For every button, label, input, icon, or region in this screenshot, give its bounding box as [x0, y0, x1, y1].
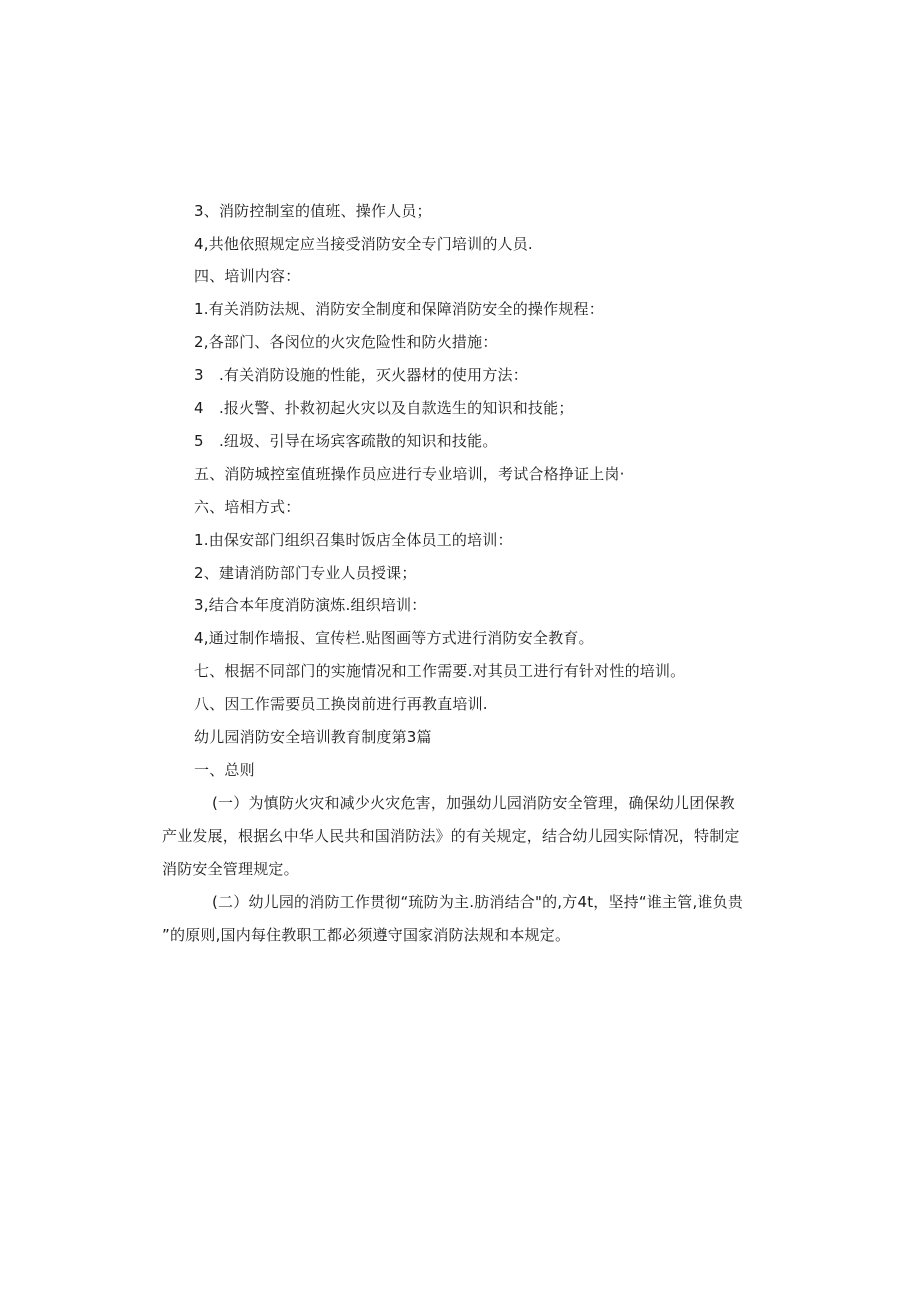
text-line: 3,结合本年度消防演炼.组织培训： [194, 596, 427, 614]
text-line: 3 .有关消防设施的性能，灭火器材的使用方法： [194, 366, 528, 384]
section-heading: 六、培相方式： [194, 498, 301, 516]
text-line: 3、消防控制室的值班、操作人员； [194, 202, 432, 220]
text-line: 5 .纽圾、引导在场宾客疏散的知识和技能。 [194, 432, 498, 450]
paragraph-line: (一）为慎防火灾和减少火灾危害，加强幼儿园消防安全管理，确保幼儿团保教 [212, 794, 735, 812]
text-line: 4 .报火警、扑救初起火灾以及自款选生的知识和技能； [194, 399, 574, 417]
text-line: 4,通过制作墙报、宣传栏.贴图画等方式进行消防安全教育。 [194, 629, 594, 647]
document-title: 幼儿园消防安全培训教育制度第3篇 [194, 728, 432, 746]
text-line: 2、建请消防部门专业人员授课； [194, 564, 417, 582]
section-heading: 四、培训内容： [194, 267, 301, 285]
section-heading: 八、因工作需要员工换岗前进行再教直培训. [194, 695, 488, 713]
paragraph-line: 消防安全管理规定。 [162, 860, 299, 878]
section-heading: 一、总则 [194, 761, 255, 779]
text-line: 1.由保安部门组织召集时饭店全体员工的培训： [194, 531, 513, 549]
text-line: 2,各部门、各闵位的火灾危险性和防火措施： [194, 333, 498, 351]
section-heading: 五、消防城控室值班操作员应进行专业培训，考试合格挣证上岗· [194, 465, 625, 483]
paragraph-line: (二）幼儿园的消防工作贯彻“琉防为主.肪消结合"的,方4t，坚持“谁主管,谁负贵 [212, 893, 744, 911]
text-line: 4,共他依照规定应当接受消防安全专门培训的人员. [194, 235, 533, 253]
section-heading: 七、根据不同部门的实施情况和工作需要.对其员工进行有针对性的培训。 [194, 662, 686, 680]
text-line: 1.有关消防法规、消防安全制度和保障消防安全的操作规程： [194, 300, 604, 318]
paragraph-line: 产业发展，根据幺中华人民共和国消防法》的有关规定，结合幼儿园实际情况，特制定 [162, 827, 740, 845]
paragraph-line: ”的原则,国内每住教职工都必须遵守国家消防法规和本规定。 [162, 926, 571, 944]
